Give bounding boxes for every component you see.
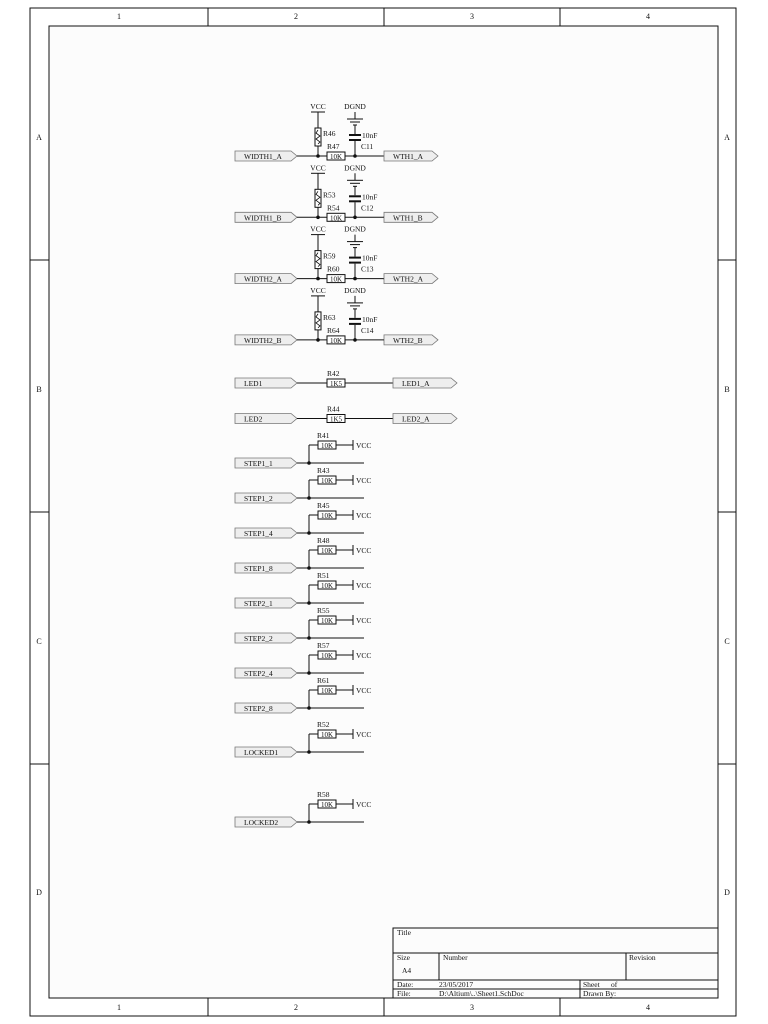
junction (353, 154, 357, 158)
cap-ref: C12 (361, 203, 374, 213)
col-label-bottom-1: 1 (117, 1003, 121, 1012)
pullup-ref: R55 (317, 606, 330, 615)
port-locked2-label: LOCKED2 (244, 818, 279, 827)
port-led2-label: LED2 (244, 414, 263, 424)
inner-border (49, 26, 718, 998)
vcc-label: VCC (310, 224, 326, 234)
pullup-ref: R51 (317, 571, 330, 580)
vcc-label: VCC (356, 441, 372, 450)
capacitor-plate-bottom-c11 (349, 139, 361, 141)
pullup-ref: R58 (317, 790, 330, 799)
col-label-top-4: 4 (646, 12, 650, 21)
junction (316, 154, 320, 158)
pullup-ref: R53 (323, 190, 336, 200)
row-label-left-a: A (36, 133, 42, 142)
date-value: 23/05/2017 (439, 980, 474, 989)
cap-value: 10nF (362, 131, 378, 140)
vcc-label: VCC (310, 102, 326, 111)
port-step1_4-label: STEP1_4 (244, 529, 273, 538)
row-label-right-b: B (724, 385, 730, 394)
capacitor-plate-top-c14 (349, 318, 361, 320)
capacitor-plate-top-c11 (349, 134, 361, 136)
vcc-label: VCC (356, 651, 372, 660)
sheet-label: Sheet (583, 980, 600, 989)
led-resistor-ref: R44 (327, 404, 340, 414)
junction (353, 338, 357, 342)
series-resistor-r60-value: 10K (329, 275, 343, 284)
vcc-label: VCC (310, 163, 326, 173)
pullup-ref: R63 (323, 312, 336, 322)
pullup-resistor-r45-value: 10K (320, 512, 334, 520)
pullup-ref: R52 (317, 720, 330, 729)
vcc-label: VCC (356, 730, 372, 739)
cap-ref: C14 (361, 325, 374, 335)
file-value: D:\Altium\..\Sheet1.SchDoc (439, 989, 524, 998)
led-resistor-r44-value: 1K5 (329, 415, 343, 424)
capacitor-plate-top-c12 (349, 195, 361, 197)
pullup-ref: R45 (317, 501, 330, 510)
series-ref: R64 (327, 325, 340, 335)
port-width2_a-label: WIDTH2_A (244, 274, 282, 284)
pullup-ref: R46 (323, 129, 336, 138)
pullup-resistor-r43-value: 10K (320, 477, 334, 485)
size-label: Size (397, 953, 410, 962)
pullup-resistor-r58-value: 10K (320, 801, 334, 809)
row-label-left-d: D (36, 888, 42, 897)
port-step1_1-label: STEP1_1 (244, 459, 273, 468)
row-label-right-d: D (724, 888, 730, 897)
revision-label: Revision (629, 953, 656, 962)
port-step1_8-label: STEP1_8 (244, 564, 273, 573)
series-resistor-r47-value: 10K (329, 153, 343, 161)
row-label-left-b: B (36, 385, 42, 394)
pullup-ref: R59 (323, 251, 336, 261)
ground-label: DGND (344, 224, 366, 234)
row-label-right-c: C (724, 637, 730, 646)
capacitor-plate-top-c13 (349, 257, 361, 259)
col-label-bottom-4: 4 (646, 1003, 650, 1012)
ground-label: DGND (344, 285, 366, 295)
junction (316, 277, 320, 281)
cap-value: 10nF (362, 192, 378, 202)
port-width1_b-label: WIDTH1_B (244, 213, 282, 223)
port-step2_2-label: STEP2_2 (244, 634, 273, 643)
pullup-resistor-r48-value: 10K (320, 547, 334, 555)
cap-value: 10nF (362, 253, 378, 263)
vcc-label: VCC (356, 686, 372, 695)
port-step1_2-label: STEP1_2 (244, 494, 273, 503)
port-step2_4-label: STEP2_4 (244, 669, 273, 678)
col-label-top-1: 1 (117, 12, 121, 21)
pullup-resistor-r52-value: 10K (320, 731, 334, 739)
capacitor-plate-bottom-c14 (349, 323, 361, 325)
port-led1-label: LED1 (244, 379, 263, 388)
led-resistor-r42-value: 1K5 (329, 380, 343, 388)
led-resistor-ref: R42 (327, 369, 340, 378)
pullup-resistor-r41-value: 10K (320, 442, 334, 450)
number-label: Number (443, 953, 468, 962)
pullup-ref: R48 (317, 536, 330, 545)
vcc-label: VCC (356, 476, 372, 485)
capacitor-plate-bottom-c12 (349, 200, 361, 202)
cap-ref: C13 (361, 264, 374, 274)
vcc-label: VCC (356, 616, 372, 625)
port-wth1_a-label: WTH1_A (393, 152, 423, 161)
port-locked1-label: LOCKED1 (244, 748, 279, 757)
ground-label: DGND (344, 163, 366, 173)
port-led2_a-label: LED2_A (402, 414, 430, 424)
col-label-bottom-2: 2 (294, 1003, 298, 1012)
series-resistor-r64-value: 10K (329, 336, 343, 345)
port-step2_8-label: STEP2_8 (244, 704, 273, 713)
series-ref: R47 (327, 142, 340, 151)
file-label: File: (397, 989, 411, 998)
pullup-ref: R57 (317, 641, 330, 650)
series-resistor-r54-value: 10K (329, 214, 343, 223)
col-label-top-2: 2 (294, 12, 298, 21)
port-wth1_b-label: WTH1_B (393, 213, 423, 223)
date-label: Date: (397, 980, 414, 989)
size-value: A4 (402, 966, 412, 975)
col-label-top-3: 3 (470, 12, 474, 21)
port-wth2_b-label: WTH2_B (393, 335, 423, 345)
pullup-ref: R41 (317, 431, 330, 440)
pullup-resistor-r51-value: 10K (320, 582, 334, 590)
drawn-by-label: Drawn By: (583, 989, 617, 998)
port-led1_a-label: LED1_A (402, 379, 430, 388)
vcc-label: VCC (356, 581, 372, 590)
vcc-label: VCC (356, 800, 372, 809)
row-label-right-a: A (724, 133, 730, 142)
vcc-label: VCC (310, 285, 326, 295)
pullup-resistor-r57-value: 10K (320, 652, 334, 660)
cap-ref: C11 (361, 142, 374, 151)
vcc-label: VCC (356, 546, 372, 555)
pullup-resistor-r55-value: 10K (320, 617, 334, 625)
junction (353, 277, 357, 281)
junction (316, 216, 320, 220)
vcc-label: VCC (356, 511, 372, 520)
capacitor-plate-bottom-c13 (349, 262, 361, 264)
pullup-ref: R61 (317, 676, 330, 685)
pullup-ref: R43 (317, 466, 330, 475)
ground-label: DGND (344, 102, 366, 111)
col-label-bottom-3: 3 (470, 1003, 474, 1012)
row-label-left-c: C (36, 637, 42, 646)
series-ref: R60 (327, 264, 340, 274)
pullup-resistor-r61-value: 10K (320, 687, 334, 695)
port-wth2_a-label: WTH2_A (393, 274, 423, 284)
port-width2_b-label: WIDTH2_B (244, 335, 282, 345)
series-ref: R54 (327, 203, 340, 213)
junction (316, 338, 320, 342)
cap-value: 10nF (362, 314, 378, 324)
port-width1_a-label: WIDTH1_A (244, 152, 282, 161)
junction (353, 216, 357, 220)
of-label: of (611, 980, 618, 989)
port-step2_1-label: STEP2_1 (244, 599, 273, 608)
title-label: Title (397, 928, 411, 937)
